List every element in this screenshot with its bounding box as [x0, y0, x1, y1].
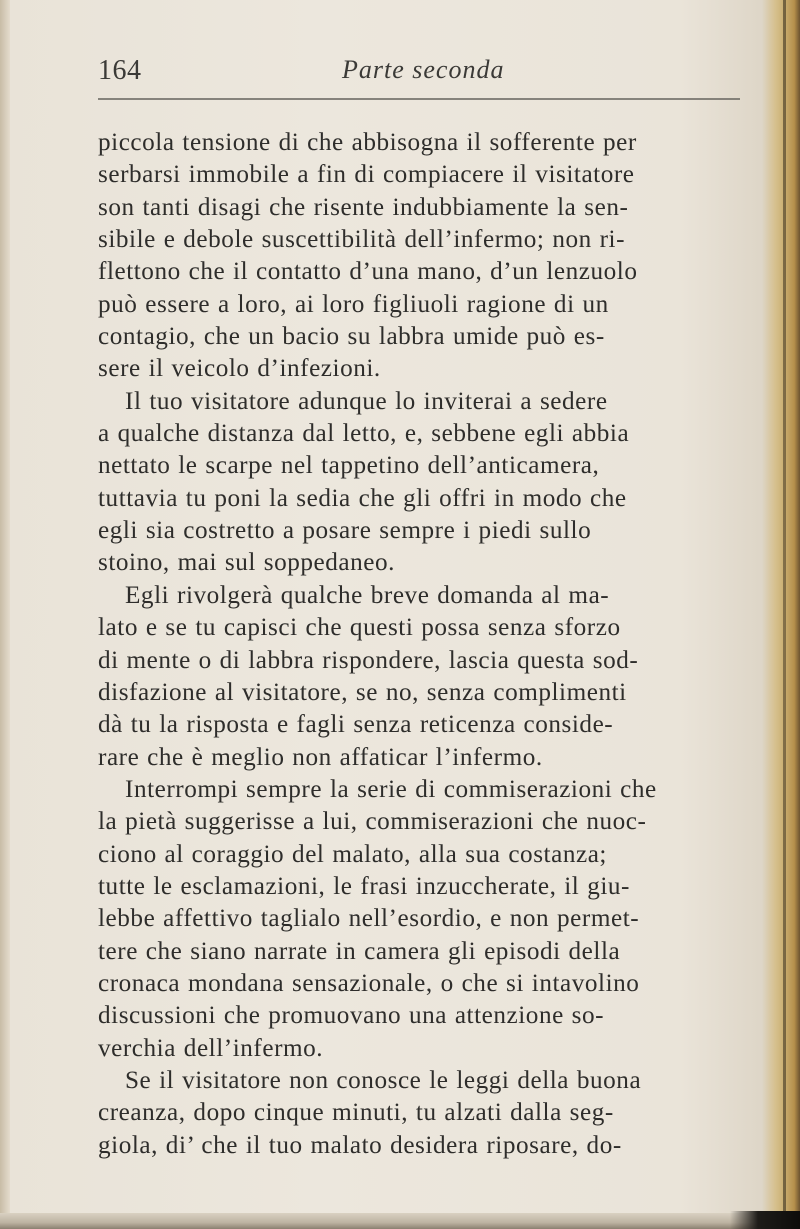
text-line: a qualche distanza dal letto, e, sebbene egli abbia [98, 420, 630, 448]
header-rule [98, 98, 740, 100]
text-line: sere il veicolo d’infezioni. [98, 355, 381, 383]
text-line: può essere a loro, ai loro figliuoli ragione di un [98, 290, 609, 318]
text-line: la pietà suggerisse a lui, commiserazioni che nuoc- [98, 808, 647, 836]
page-left-edge [0, 0, 10, 1229]
text-line: disfazione al visitatore, se no, senza complimenti [98, 678, 627, 706]
text-line: egli sia costretto a posare sempre i piedi sullo [98, 517, 592, 545]
text-line: rare che è meglio non affaticar l’infermo. [98, 743, 543, 771]
text-line: contagio, che un bacio su labbra umide può es- [98, 323, 605, 351]
text-line: sibile e debole suscettibilità dell’infermo; non ri- [98, 226, 626, 254]
text-line: tutte le esclamazioni, le frasi inzuccherate, il giu- [98, 872, 630, 900]
page-bottom-edge [0, 1213, 800, 1229]
paragraph-first-line: Se il visitatore non conosce le leggi della buona [125, 1066, 642, 1094]
text-line: nettato le scarpe nel tappetino dell’anticamera, [98, 452, 600, 480]
text-line: verchia dell’infermo. [98, 1034, 324, 1062]
text-line: lebbe affettivo taglialo nell’esordio, e non permet- [98, 905, 640, 933]
text-line: stoino, mai sul soppedaneo. [98, 549, 395, 577]
spine-shadow-line [783, 0, 786, 1229]
bottom-corner-shadow [730, 1211, 800, 1229]
page-number: 164 [98, 55, 142, 86]
text-line: creanza, dopo cinque minuti, tu alzati dalla seg- [98, 1099, 614, 1127]
text-line: ciono al coraggio del malato, alla sua costanza; [98, 840, 607, 868]
text-line: tuttavia tu poni la sedia che gli offri in modo che [98, 484, 627, 512]
text-line: giola, di’ che il tuo malato desidera riposare, do- [98, 1131, 622, 1159]
paragraph-first-line: Interrompi sempre la serie di commiserazioni che [125, 775, 657, 803]
text-line: dà tu la risposta e fagli senza reticenza conside- [98, 711, 614, 739]
text-line: serbarsi immobile a fin di compiacere il visitatore [98, 161, 635, 189]
book-spine-edge [762, 0, 800, 1229]
running-title: Parte seconda [342, 55, 505, 84]
text-line: son tanti disagi che risente indubbiamente la sen- [98, 193, 629, 221]
paragraph-first-line: Il tuo visitatore adunque lo inviterai a sedere [125, 387, 608, 415]
text-line: discussioni che promuovano una attenzione so- [98, 1002, 605, 1030]
text-line: tere che siano narrate in camera gli episodi della [98, 937, 621, 965]
text-line: di mente o di labbra rispondere, lascia questa sod- [98, 646, 639, 674]
text-line: piccola tensione di che abbisogna il sofferente per [98, 129, 637, 156]
paragraph-first-line: Egli rivolgerà qualche breve domanda al ma- [125, 581, 610, 609]
body-text [98, 127, 748, 1162]
text-line: flettono che il contatto d’una mano, d’un lenzuolo [98, 258, 638, 286]
text-line: cronaca mondana sensazionale, o che si intavolino [98, 969, 640, 997]
text-line: lato e se tu capisci che questi possa senza sforzo [98, 614, 621, 642]
